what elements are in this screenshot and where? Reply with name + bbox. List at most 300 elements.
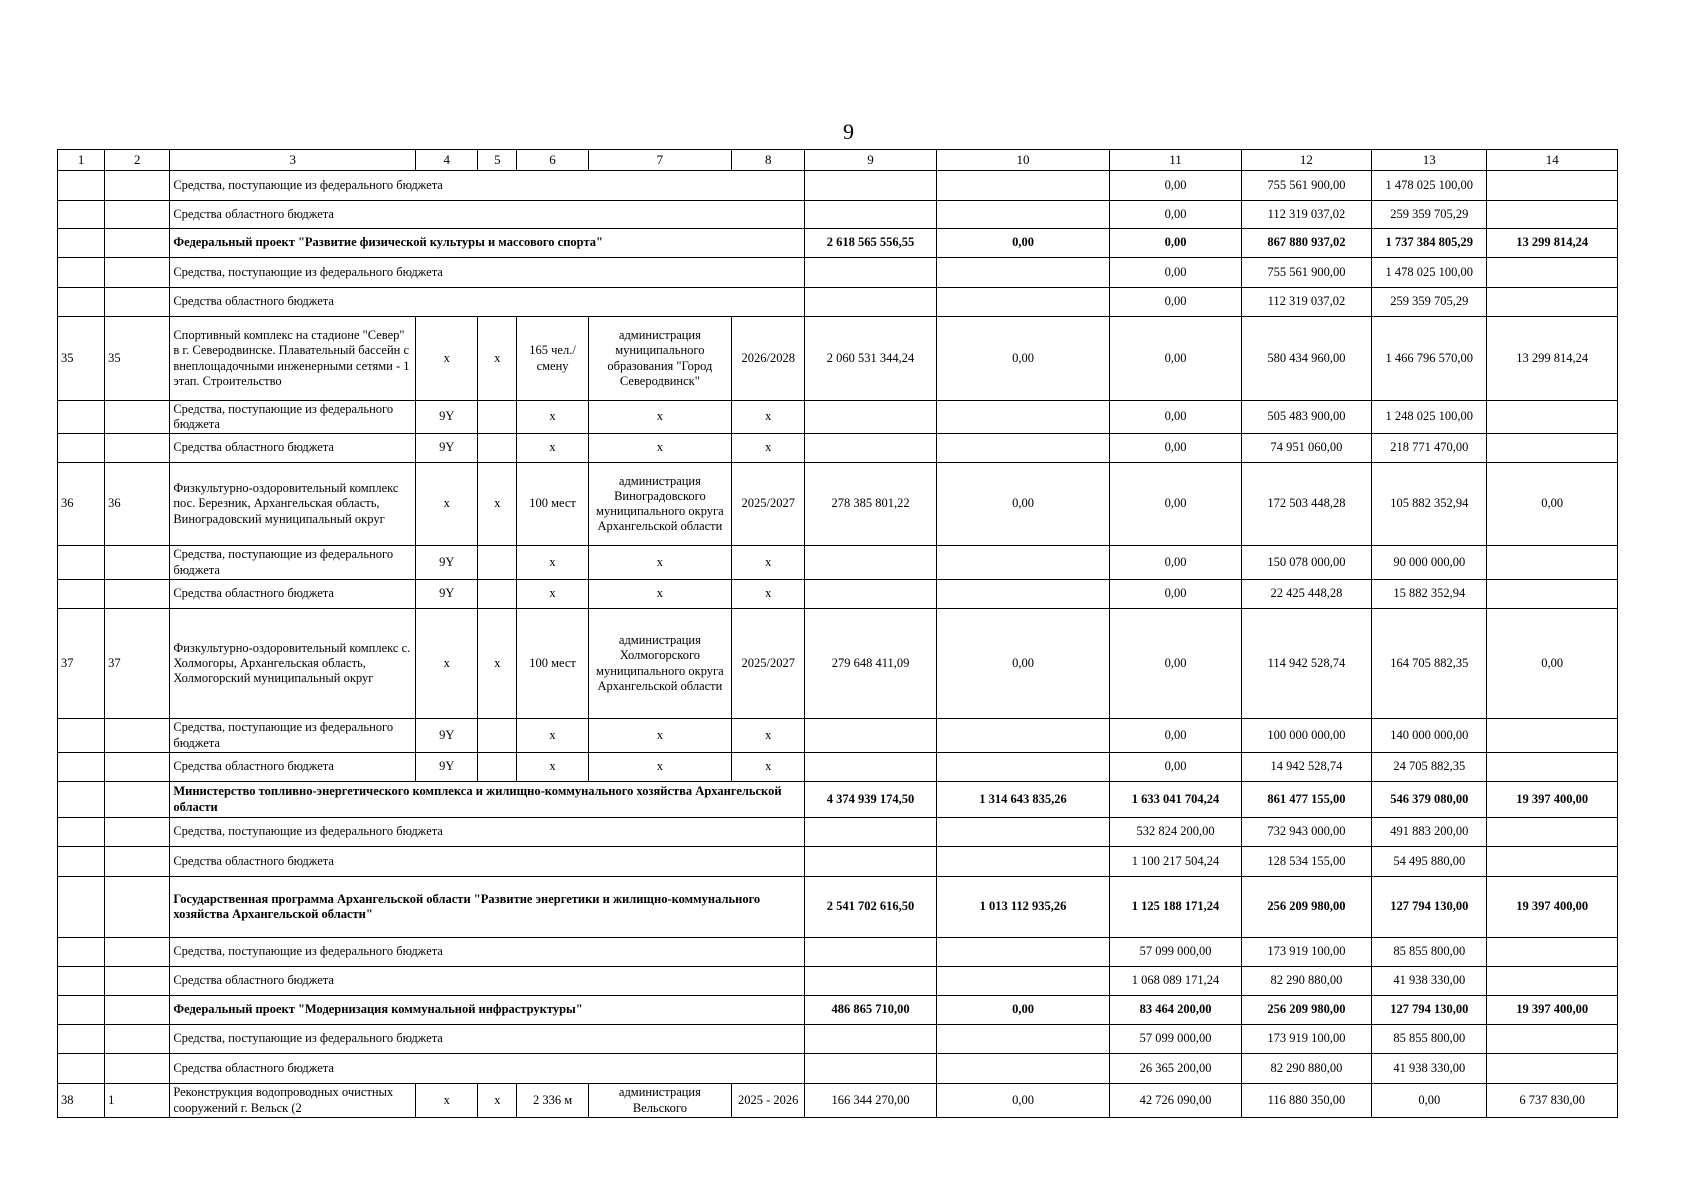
amount-col10 bbox=[936, 546, 1110, 580]
amount-col9: 2 541 702 616,50 bbox=[805, 877, 936, 938]
cell-col4: 9Y bbox=[416, 546, 478, 580]
amount-col14 bbox=[1487, 258, 1618, 288]
funding-source-row bbox=[58, 1025, 1618, 1054]
cell-col5 bbox=[478, 434, 517, 463]
cell-col4: 9Y bbox=[416, 434, 478, 463]
amount-col14 bbox=[1487, 546, 1618, 580]
group-total-row bbox=[58, 782, 1618, 818]
amount-col11: 57 099 000,00 bbox=[1110, 938, 1241, 967]
cell-col8: х bbox=[732, 546, 805, 580]
funding-source-row bbox=[58, 967, 1618, 996]
amount-col9 bbox=[805, 434, 936, 463]
amount-col14: 19 397 400,00 bbox=[1487, 996, 1618, 1025]
amount-col11: 0,00 bbox=[1110, 201, 1241, 229]
amount-col10 bbox=[936, 719, 1110, 753]
cell-num-empty bbox=[58, 171, 105, 201]
cell-col8: х bbox=[732, 580, 805, 609]
column-header: 8 bbox=[732, 150, 805, 171]
amount-col11: 83 464 200,00 bbox=[1110, 996, 1241, 1025]
funding-source-row bbox=[58, 171, 1618, 201]
group-title: Федеральный проект "Развитие физической культуры и массового спорта" bbox=[170, 229, 805, 258]
amount-col9: 2 060 531 344,24 bbox=[805, 317, 936, 401]
amount-col9 bbox=[805, 1025, 936, 1054]
capacity: 100 мест bbox=[517, 609, 588, 719]
column-header-row bbox=[58, 150, 1618, 171]
amount-col13: 164 705 882,35 bbox=[1372, 609, 1487, 719]
amount-col12: 82 290 880,00 bbox=[1241, 1054, 1371, 1084]
cell-num-empty bbox=[105, 258, 170, 288]
funding-source-label: Средства областного бюджета bbox=[170, 967, 805, 996]
amount-col11: 1 068 089 171,24 bbox=[1110, 967, 1241, 996]
amount-col10: 0,00 bbox=[936, 996, 1110, 1025]
amount-col10: 0,00 bbox=[936, 229, 1110, 258]
funding-source-row bbox=[58, 258, 1618, 288]
amount-col9: 279 648 411,09 bbox=[805, 609, 936, 719]
object-funding-row bbox=[58, 434, 1618, 463]
amount-col14 bbox=[1487, 171, 1618, 201]
amount-col14: 13 299 814,24 bbox=[1487, 229, 1618, 258]
cell-col5 bbox=[478, 719, 517, 753]
cell-col5 bbox=[478, 753, 517, 782]
cell-col6: х bbox=[517, 434, 588, 463]
column-header: 4 bbox=[416, 150, 478, 171]
cell-col7: х bbox=[588, 546, 731, 580]
object-row bbox=[58, 463, 1618, 546]
amount-col14 bbox=[1487, 847, 1618, 877]
amount-col13: 85 855 800,00 bbox=[1372, 938, 1487, 967]
amount-col14 bbox=[1487, 753, 1618, 782]
cell-num-empty bbox=[58, 201, 105, 229]
cell-col5 bbox=[478, 401, 517, 434]
cell-num-empty bbox=[58, 288, 105, 317]
column-header: 10 bbox=[936, 150, 1110, 171]
cell-num-empty bbox=[58, 847, 105, 877]
amount-col9: 2 618 565 556,55 bbox=[805, 229, 936, 258]
cell-num-empty bbox=[105, 782, 170, 818]
amount-col10: 0,00 bbox=[936, 609, 1110, 719]
amount-col12: 74 951 060,00 bbox=[1241, 434, 1371, 463]
amount-col11: 1 100 217 504,24 bbox=[1110, 847, 1241, 877]
cell-num-empty bbox=[105, 288, 170, 317]
object-name: Реконструкция водопроводных очистных сооружений г. Вельск (2 bbox=[170, 1084, 416, 1118]
amount-col9 bbox=[805, 580, 936, 609]
cell-col7: х bbox=[588, 434, 731, 463]
amount-col9 bbox=[805, 201, 936, 229]
funding-source-label: Средства, поступающие из федерального бюджета bbox=[170, 1025, 805, 1054]
object-funding-row bbox=[58, 753, 1618, 782]
funding-source-label: Средства областного бюджета bbox=[170, 753, 416, 782]
cell-num-empty bbox=[58, 877, 105, 938]
amount-col12: 116 880 350,00 bbox=[1241, 1084, 1371, 1118]
funding-source-row bbox=[58, 288, 1618, 317]
amount-col12: 128 534 155,00 bbox=[1241, 847, 1371, 877]
amount-col13: 218 771 470,00 bbox=[1372, 434, 1487, 463]
amount-col11: 0,00 bbox=[1110, 463, 1241, 546]
amount-col12: 755 561 900,00 bbox=[1241, 258, 1371, 288]
amount-col10 bbox=[936, 258, 1110, 288]
amount-col11: 0,00 bbox=[1110, 288, 1241, 317]
group-title: Государственная программа Архангельской области "Развитие энергетики и жилищно-коммунального хозяйства Архангельской области" bbox=[170, 877, 805, 938]
cell-col8: х bbox=[732, 434, 805, 463]
cell-num-empty bbox=[105, 719, 170, 753]
amount-col12: 256 209 980,00 bbox=[1241, 996, 1371, 1025]
amount-col13: 54 495 880,00 bbox=[1372, 847, 1487, 877]
row-number: 35 bbox=[58, 317, 105, 401]
cell-num-empty bbox=[105, 753, 170, 782]
amount-col14 bbox=[1487, 288, 1618, 317]
amount-col11: 0,00 bbox=[1110, 258, 1241, 288]
customer: администрация Вельского bbox=[588, 1084, 731, 1118]
amount-col9 bbox=[805, 171, 936, 201]
period: 2025 - 2026 bbox=[732, 1084, 805, 1118]
funding-source-row bbox=[58, 1054, 1618, 1084]
cell-col6: х bbox=[517, 546, 588, 580]
object-name: Спортивный комплекс на стадионе "Север" в г. Северодвинске. Плавательный бассейн с внеплощадочными инженерными сетями - 1 этап. Строительство bbox=[170, 317, 416, 401]
cell-col4: х bbox=[416, 317, 478, 401]
period: 2026/2028 bbox=[732, 317, 805, 401]
amount-col12: 505 483 900,00 bbox=[1241, 401, 1371, 434]
amount-col10: 0,00 bbox=[936, 317, 1110, 401]
amount-col13: 127 794 130,00 bbox=[1372, 996, 1487, 1025]
cell-num-empty bbox=[105, 171, 170, 201]
cell-num-empty bbox=[105, 1025, 170, 1054]
amount-col9 bbox=[805, 288, 936, 317]
cell-col8: х bbox=[732, 753, 805, 782]
amount-col12: 150 078 000,00 bbox=[1241, 546, 1371, 580]
cell-num-empty bbox=[105, 546, 170, 580]
amount-col10 bbox=[936, 201, 1110, 229]
cell-col8: х bbox=[732, 401, 805, 434]
amount-col12: 114 942 528,74 bbox=[1241, 609, 1371, 719]
column-header: 3 bbox=[170, 150, 416, 171]
amount-col10 bbox=[936, 1054, 1110, 1084]
cell-col5: х bbox=[478, 1084, 517, 1118]
amount-col12: 755 561 900,00 bbox=[1241, 171, 1371, 201]
cell-col4: х bbox=[416, 463, 478, 546]
amount-col14: 0,00 bbox=[1487, 609, 1618, 719]
cell-col7: х bbox=[588, 580, 731, 609]
capacity: 165 чел./смену bbox=[517, 317, 588, 401]
amount-col11: 42 726 090,00 bbox=[1110, 1084, 1241, 1118]
row-number: 36 bbox=[58, 463, 105, 546]
amount-col12: 173 919 100,00 bbox=[1241, 938, 1371, 967]
amount-col10 bbox=[936, 434, 1110, 463]
cell-num-empty bbox=[105, 401, 170, 434]
cell-num-empty bbox=[58, 938, 105, 967]
column-header: 7 bbox=[588, 150, 731, 171]
amount-col14 bbox=[1487, 434, 1618, 463]
object-name: Физкультурно-оздоровительный комплекс пос. Березник, Архангельская область, Виноградовский муниципальный округ bbox=[170, 463, 416, 546]
group-title: Министерство топливно-энергетического комплекса и жилищно-коммунального хозяйства Архангельской области bbox=[170, 782, 805, 818]
cell-num-empty bbox=[58, 1054, 105, 1084]
column-header: 13 bbox=[1372, 150, 1487, 171]
amount-col10 bbox=[936, 1025, 1110, 1054]
amount-col11: 26 365 200,00 bbox=[1110, 1054, 1241, 1084]
funding-source-label: Средства, поступающие из федерального бюджета bbox=[170, 258, 805, 288]
amount-col13: 546 379 080,00 bbox=[1372, 782, 1487, 818]
cell-col6: х bbox=[517, 401, 588, 434]
cell-num-empty bbox=[58, 546, 105, 580]
cell-num-empty bbox=[105, 818, 170, 847]
cell-col4: 9Y bbox=[416, 753, 478, 782]
cell-col5: х bbox=[478, 317, 517, 401]
group-total-row bbox=[58, 996, 1618, 1025]
cell-col5: х bbox=[478, 463, 517, 546]
amount-col11: 532 824 200,00 bbox=[1110, 818, 1241, 847]
group-title: Федеральный проект "Модернизация коммунальной инфраструктуры" bbox=[170, 996, 805, 1025]
amount-col12: 173 919 100,00 bbox=[1241, 1025, 1371, 1054]
amount-col13: 140 000 000,00 bbox=[1372, 719, 1487, 753]
amount-col10 bbox=[936, 753, 1110, 782]
amount-col12: 867 880 937,02 bbox=[1241, 229, 1371, 258]
amount-col9: 4 374 939 174,50 bbox=[805, 782, 936, 818]
amount-col13: 0,00 bbox=[1372, 1084, 1487, 1118]
amount-col14 bbox=[1487, 401, 1618, 434]
cell-num-empty bbox=[58, 818, 105, 847]
funding-source-row bbox=[58, 201, 1618, 229]
amount-col11: 0,00 bbox=[1110, 546, 1241, 580]
amount-col10 bbox=[936, 288, 1110, 317]
amount-col13: 259 359 705,29 bbox=[1372, 201, 1487, 229]
object-name: Физкультурно-оздоровительный комплекс с. Холмогоры, Архангельская область, Холмогорский муниципальный округ bbox=[170, 609, 416, 719]
amount-col9 bbox=[805, 258, 936, 288]
object-number: 37 bbox=[105, 609, 170, 719]
funding-source-label: Средства областного бюджета bbox=[170, 434, 416, 463]
amount-col13: 1 466 796 570,00 bbox=[1372, 317, 1487, 401]
cell-num-empty bbox=[58, 229, 105, 258]
object-funding-row bbox=[58, 719, 1618, 753]
amount-col12: 580 434 960,00 bbox=[1241, 317, 1371, 401]
amount-col13: 105 882 352,94 bbox=[1372, 463, 1487, 546]
amount-col13: 491 883 200,00 bbox=[1372, 818, 1487, 847]
amount-col10: 1 314 643 835,26 bbox=[936, 782, 1110, 818]
cell-num-empty bbox=[58, 1025, 105, 1054]
amount-col13: 24 705 882,35 bbox=[1372, 753, 1487, 782]
group-total-row bbox=[58, 877, 1618, 938]
cell-col7: х bbox=[588, 401, 731, 434]
cell-col4: х bbox=[416, 609, 478, 719]
amount-col9: 166 344 270,00 bbox=[805, 1084, 936, 1118]
cell-col5: х bbox=[478, 609, 517, 719]
amount-col13: 41 938 330,00 bbox=[1372, 967, 1487, 996]
amount-col12: 172 503 448,28 bbox=[1241, 463, 1371, 546]
amount-col12: 22 425 448,28 bbox=[1241, 580, 1371, 609]
amount-col9 bbox=[805, 967, 936, 996]
amount-col11: 0,00 bbox=[1110, 171, 1241, 201]
customer: администрация Виноградовского муниципального округа Архангельской области bbox=[588, 463, 731, 546]
cell-col4: х bbox=[416, 1084, 478, 1118]
amount-col11: 0,00 bbox=[1110, 580, 1241, 609]
amount-col9 bbox=[805, 847, 936, 877]
cell-num-empty bbox=[105, 877, 170, 938]
cell-col4: 9Y bbox=[416, 580, 478, 609]
cell-num-empty bbox=[105, 1054, 170, 1084]
period: 2025/2027 bbox=[732, 463, 805, 546]
object-funding-row bbox=[58, 580, 1618, 609]
amount-col11: 0,00 bbox=[1110, 434, 1241, 463]
cell-num-empty bbox=[58, 996, 105, 1025]
cell-col7: х bbox=[588, 719, 731, 753]
amount-col12: 112 319 037,02 bbox=[1241, 288, 1371, 317]
amount-col13: 127 794 130,00 bbox=[1372, 877, 1487, 938]
cell-col6: х bbox=[517, 719, 588, 753]
cell-num-empty bbox=[105, 938, 170, 967]
object-row bbox=[58, 609, 1618, 719]
amount-col14 bbox=[1487, 580, 1618, 609]
period: 2025/2027 bbox=[732, 609, 805, 719]
cell-num-empty bbox=[105, 847, 170, 877]
cell-num-empty bbox=[58, 580, 105, 609]
amount-col14 bbox=[1487, 1025, 1618, 1054]
amount-col9 bbox=[805, 818, 936, 847]
amount-col10 bbox=[936, 171, 1110, 201]
amount-col14: 19 397 400,00 bbox=[1487, 782, 1618, 818]
amount-col12: 112 319 037,02 bbox=[1241, 201, 1371, 229]
amount-col14: 19 397 400,00 bbox=[1487, 877, 1618, 938]
object-row bbox=[58, 317, 1618, 401]
amount-col12: 82 290 880,00 bbox=[1241, 967, 1371, 996]
customer: администрация Холмогорского муниципального округа Архангельской области bbox=[588, 609, 731, 719]
funding-source-label: Средства, поступающие из федерального бюджета bbox=[170, 818, 805, 847]
amount-col12: 14 942 528,74 bbox=[1241, 753, 1371, 782]
funding-source-label: Средства областного бюджета bbox=[170, 288, 805, 317]
amount-col11: 0,00 bbox=[1110, 401, 1241, 434]
amount-col10: 0,00 bbox=[936, 463, 1110, 546]
amount-col10: 0,00 bbox=[936, 1084, 1110, 1118]
row-number: 38 bbox=[58, 1084, 105, 1118]
amount-col9 bbox=[805, 1054, 936, 1084]
object-funding-row bbox=[58, 401, 1618, 434]
capacity: 2 336 м bbox=[517, 1084, 588, 1118]
amount-col13: 1 478 025 100,00 bbox=[1372, 171, 1487, 201]
amount-col9: 278 385 801,22 bbox=[805, 463, 936, 546]
funding-source-label: Средства, поступающие из федерального бюджета bbox=[170, 401, 416, 434]
amount-col11: 1 633 041 704,24 bbox=[1110, 782, 1241, 818]
funding-source-row bbox=[58, 847, 1618, 877]
object-number: 1 bbox=[105, 1084, 170, 1118]
cell-col8: х bbox=[732, 719, 805, 753]
cell-num-empty bbox=[58, 401, 105, 434]
budget-table bbox=[57, 149, 1618, 1118]
cell-num-empty bbox=[58, 967, 105, 996]
object-row bbox=[58, 1084, 1618, 1118]
object-number: 35 bbox=[105, 317, 170, 401]
cell-num-empty bbox=[105, 229, 170, 258]
amount-col14 bbox=[1487, 719, 1618, 753]
amount-col10 bbox=[936, 401, 1110, 434]
amount-col11: 57 099 000,00 bbox=[1110, 1025, 1241, 1054]
column-header: 5 bbox=[478, 150, 517, 171]
cell-col6: х bbox=[517, 580, 588, 609]
amount-col13: 1 248 025 100,00 bbox=[1372, 401, 1487, 434]
group-total-row bbox=[58, 229, 1618, 258]
amount-col11: 1 125 188 171,24 bbox=[1110, 877, 1241, 938]
amount-col14: 0,00 bbox=[1487, 463, 1618, 546]
amount-col11: 0,00 bbox=[1110, 719, 1241, 753]
amount-col11: 0,00 bbox=[1110, 753, 1241, 782]
amount-col14 bbox=[1487, 967, 1618, 996]
amount-col12: 732 943 000,00 bbox=[1241, 818, 1371, 847]
amount-col14 bbox=[1487, 818, 1618, 847]
amount-col10 bbox=[936, 847, 1110, 877]
amount-col13: 41 938 330,00 bbox=[1372, 1054, 1487, 1084]
funding-source-label: Средства, поступающие из федерального бюджета bbox=[170, 938, 805, 967]
cell-col7: х bbox=[588, 753, 731, 782]
cell-num-empty bbox=[105, 580, 170, 609]
amount-col11: 0,00 bbox=[1110, 229, 1241, 258]
cell-col6: х bbox=[517, 753, 588, 782]
amount-col14 bbox=[1487, 938, 1618, 967]
cell-col5 bbox=[478, 580, 517, 609]
column-header: 2 bbox=[105, 150, 170, 171]
funding-source-label: Средства областного бюджета bbox=[170, 201, 805, 229]
amount-col10 bbox=[936, 580, 1110, 609]
customer: администрация муниципального образования "Город Северодвинск" bbox=[588, 317, 731, 401]
amount-col10: 1 013 112 935,26 bbox=[936, 877, 1110, 938]
cell-num-empty bbox=[105, 201, 170, 229]
amount-col12: 256 209 980,00 bbox=[1241, 877, 1371, 938]
column-header: 14 bbox=[1487, 150, 1618, 171]
funding-source-label: Средства областного бюджета bbox=[170, 847, 805, 877]
cell-col5 bbox=[478, 546, 517, 580]
cell-num-empty bbox=[105, 967, 170, 996]
amount-col13: 85 855 800,00 bbox=[1372, 1025, 1487, 1054]
funding-source-row bbox=[58, 818, 1618, 847]
amount-col12: 100 000 000,00 bbox=[1241, 719, 1371, 753]
amount-col13: 1 737 384 805,29 bbox=[1372, 229, 1487, 258]
amount-col14 bbox=[1487, 1054, 1618, 1084]
cell-num-empty bbox=[58, 719, 105, 753]
funding-source-row bbox=[58, 938, 1618, 967]
cell-col4: 9Y bbox=[416, 401, 478, 434]
cell-num-empty bbox=[105, 434, 170, 463]
funding-source-label: Средства областного бюджета bbox=[170, 580, 416, 609]
amount-col14 bbox=[1487, 201, 1618, 229]
column-header: 11 bbox=[1110, 150, 1241, 171]
object-funding-row bbox=[58, 546, 1618, 580]
amount-col9 bbox=[805, 753, 936, 782]
amount-col9 bbox=[805, 938, 936, 967]
cell-num-empty bbox=[58, 258, 105, 288]
cell-col4: 9Y bbox=[416, 719, 478, 753]
table-body bbox=[58, 150, 1618, 1118]
column-header: 12 bbox=[1241, 150, 1371, 171]
row-number: 37 bbox=[58, 609, 105, 719]
amount-col14: 13 299 814,24 bbox=[1487, 317, 1618, 401]
cell-num-empty bbox=[58, 753, 105, 782]
amount-col14: 6 737 830,00 bbox=[1487, 1084, 1618, 1118]
amount-col10 bbox=[936, 938, 1110, 967]
page-number: 9 bbox=[843, 119, 854, 144]
column-header: 6 bbox=[517, 150, 588, 171]
cell-num-empty bbox=[105, 996, 170, 1025]
funding-source-label: Средства областного бюджета bbox=[170, 1054, 805, 1084]
amount-col13: 90 000 000,00 bbox=[1372, 546, 1487, 580]
amount-col9 bbox=[805, 546, 936, 580]
amount-col9: 486 865 710,00 bbox=[805, 996, 936, 1025]
cell-num-empty bbox=[58, 434, 105, 463]
amount-col13: 15 882 352,94 bbox=[1372, 580, 1487, 609]
amount-col9 bbox=[805, 719, 936, 753]
cell-num-empty bbox=[58, 782, 105, 818]
amount-col9 bbox=[805, 401, 936, 434]
amount-col12: 861 477 155,00 bbox=[1241, 782, 1371, 818]
object-number: 36 bbox=[105, 463, 170, 546]
capacity: 100 мест bbox=[517, 463, 588, 546]
funding-source-label: Средства, поступающие из федерального бюджета bbox=[170, 171, 805, 201]
amount-col11: 0,00 bbox=[1110, 609, 1241, 719]
amount-col13: 1 478 025 100,00 bbox=[1372, 258, 1487, 288]
